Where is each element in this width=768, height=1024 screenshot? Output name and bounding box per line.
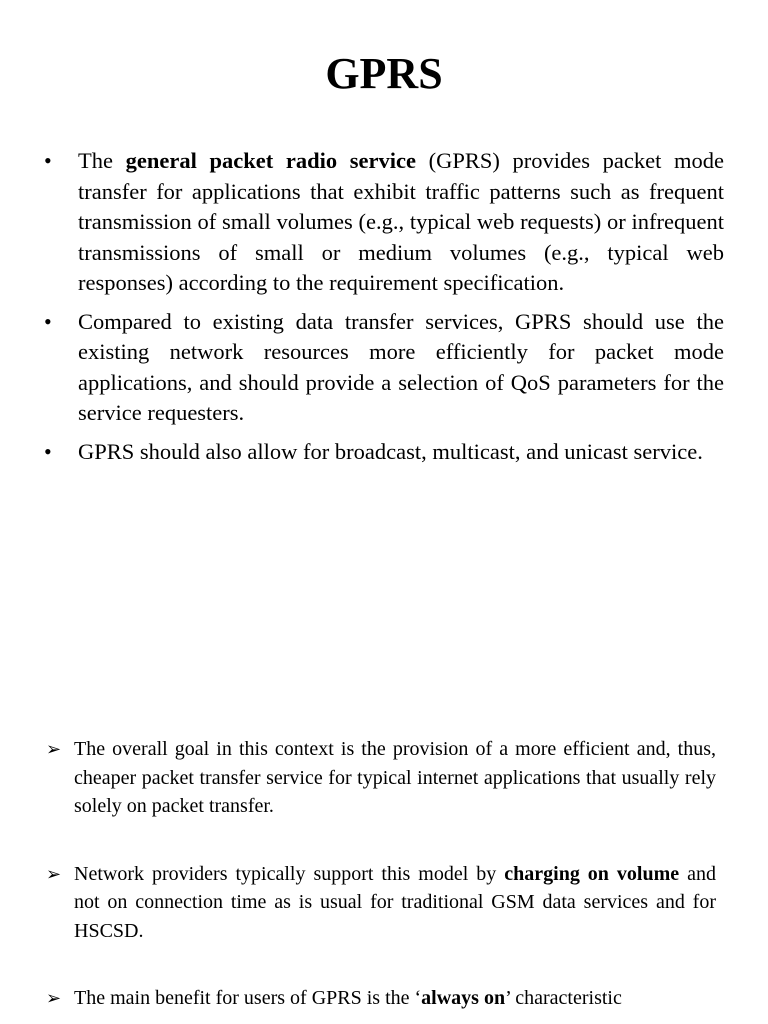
bullet-dot-icon: • bbox=[44, 308, 52, 334]
bullet-text: GPRS should also allow for broadcast, multicast, and unicast service. bbox=[78, 438, 703, 464]
list-item bbox=[42, 307, 724, 429]
list-item bbox=[42, 146, 724, 299]
bullet-text: Compared to existing data transfer services, GPRS should use the existing network resources more efficiently for packet mode applications, and should provide a selection of QoS parameters for the service requesters. bbox=[78, 308, 724, 425]
page-title: GPRS bbox=[325, 49, 443, 98]
arrow-list bbox=[46, 735, 716, 1013]
list-item bbox=[42, 437, 724, 468]
arrow-item-text: The overall goal in this context is the provision of a more efficient and, thus, cheaper packet transfer service for typical internet applications that usually rely solely on packet transfer. bbox=[74, 738, 716, 817]
bullet-list bbox=[42, 146, 724, 475]
bullet-dot-icon: • bbox=[44, 438, 52, 464]
bullet-dot-icon: • bbox=[44, 148, 52, 173]
arrow-bullet-icon: ➢ bbox=[46, 863, 62, 884]
arrow-bullet-icon: ➢ bbox=[46, 739, 62, 759]
arrow-item-text: The main benefit for users of GPRS is the ‘always on’ characteristic bbox=[74, 987, 622, 1009]
arrow-item-text: Network providers typically support this model by charging on volume and not on connection time as is usual for traditional GSM data services and for HSCSD. bbox=[74, 862, 716, 942]
list-item bbox=[46, 735, 716, 821]
list-item bbox=[46, 984, 716, 1013]
list-item bbox=[46, 860, 716, 946]
bullet-text: The general packet radio service (GPRS) provides packet mode transfer for applications that exhibit traffic patterns such as frequent transmission of small volumes (e.g., typical web requests) or infrequent transmissions of small or medium volumes (e.g., typical web responses) according to the requirement specification. bbox=[78, 148, 724, 295]
arrow-bullet-icon: ➢ bbox=[46, 988, 62, 1008]
